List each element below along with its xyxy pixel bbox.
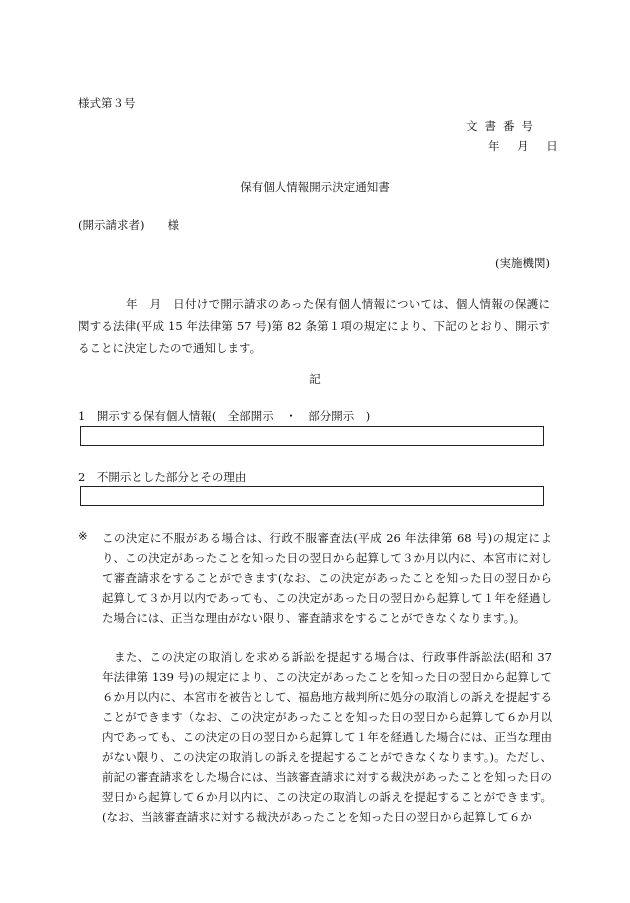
document-number: 文書番号 bbox=[466, 119, 540, 133]
body-paragraph: 年 月 日付けで開示請求のあった保有個人情報については、個人情報の保護に関する法律(平成 15 年法律第 57 号)第 82 条第１項の規定により、下記のとおり、開示することに決定したので通知します。 bbox=[78, 297, 550, 355]
recipient: (開示請求者) 様 bbox=[78, 218, 179, 232]
section1-field bbox=[80, 426, 544, 446]
note-paragraph-1: この決定に不服がある場合は、行政不服審査法(平成 26 年法律第 68 号)の規定により、この決定があったことを知った日の翌日から起算して３か月以内に、本宮市に対して審査請求をすることができます(なお、この決定があったことを知った日の翌日から起算して３か月以内であっても、この決定があった日の翌日から起算して１年を経過した場合には、正当な理由がない限り、審査請求をすることができなくなります。)。 bbox=[102, 531, 552, 625]
issuing-organization: (実施機関) bbox=[495, 256, 550, 270]
document-title: 保有個人情報開示決定通知書 bbox=[240, 180, 390, 194]
document-date: 年 月 日 bbox=[488, 139, 558, 153]
note-paragraph-2: また、この決定の取消しを求める訴訟を提起する場合は、行政事件訴訟法(昭和 37 年法律第 139 号)の規定により、この決定があったことを知った日の翌日から起算して６か月以内に、本宮市を被告として、福島地方裁判所に処分の取消しの訴えを提起することができます（なお、この決定があったことを知った日の翌日から起算して６か月以内であっても、この決定の日の翌日から起算して１年を経過した場合には、正当な理由がない限り、この決定の取消しの訴えを提起することができなくなります。)。ただし、前記の審査請求をした場合には、当該審査請求に対する裁決があったことを知った日の翌日から起算して６か月以内に、この決定の取消しの訴えを提起することができます。(なお、当該審査請求に対する裁決があったことを知った日の翌日から起算して６か bbox=[102, 650, 552, 824]
form-number: 様式第３号 bbox=[78, 96, 136, 110]
note-mark: ※ bbox=[78, 529, 88, 543]
section1-label: 1 開示する保有個人情報( 全部開示 ・ 部分開示 ) bbox=[78, 409, 371, 423]
section2-field bbox=[80, 486, 544, 506]
section2-label: 2 不開示とした部分とその理由 bbox=[78, 470, 247, 484]
ki-heading: 記 bbox=[309, 372, 321, 386]
